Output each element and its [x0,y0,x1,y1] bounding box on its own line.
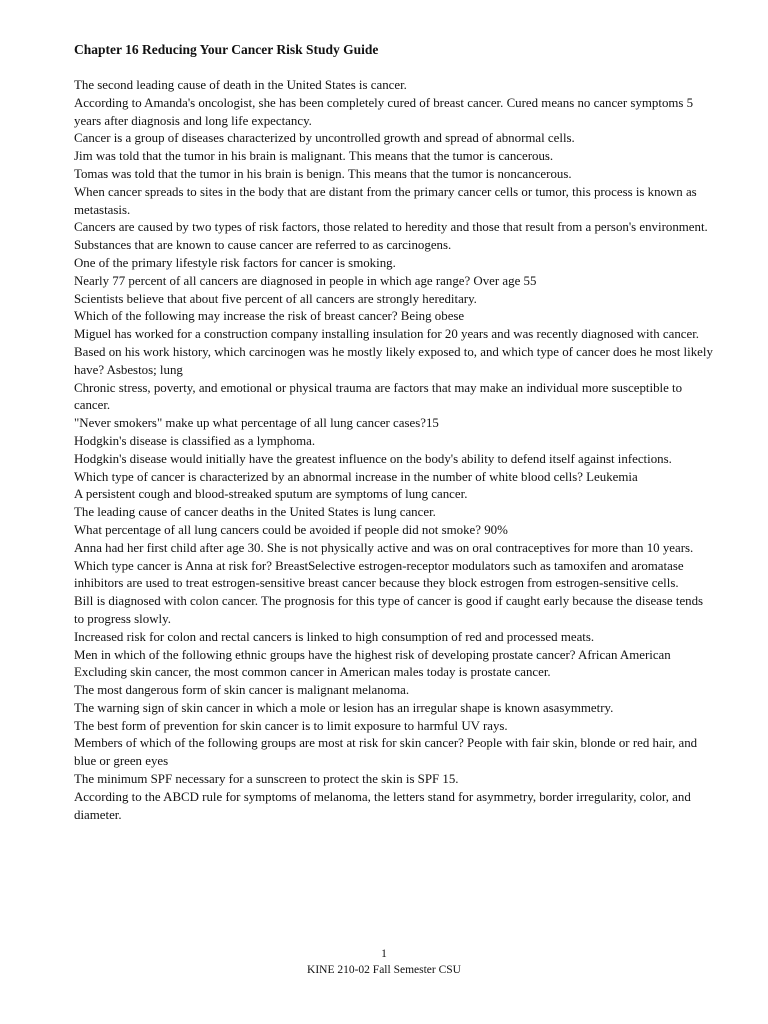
paragraph: Cancer is a group of diseases characterized by uncontrolled growth and spread of abnormal cells. [74,131,575,146]
paragraph: Increased risk for colon and rectal cancers is linked to high consumption of red and processed meats. [74,629,595,644]
paragraph: The most dangerous form of skin cancer is malignant melanoma. [74,683,410,698]
paragraph: The leading cause of cancer deaths in the United States is lung cancer. [74,505,436,520]
paragraph: Cancers are caused by two types of risk factors, those related to heredity and those that result from a person's environment. [74,220,708,235]
paragraph: According to Amanda's oncologist, she has been completely cured of breast cancer. Cured means no cancer symptoms 5 years after diagnosis and long life expectancy. [74,95,694,128]
page-title: Chapter 16 Reducing Your Cancer Risk Study Guide [74,42,379,57]
paragraph: The minimum SPF necessary for a sunscreen to protect the skin is SPF 15. [74,772,459,787]
paragraph: Hodgkin's disease would initially have the greatest influence on the body's ability to defend itself against infections. [74,451,672,466]
paragraph: "Never smokers" make up what percentage of all lung cancer cases?15 [74,416,439,431]
paragraph: Anna had her first child after age 30. She is not physically active and was on oral contraceptives for more than 10 years. Which type cancer is Anna at risk for? BreastSelective estrogen-receptor modulators such as tamoxifen and aromatase inhibitors are used to treat estrogen-sensitive breast cancer because they block estrogen from estrogen-sensitive cells. [74,540,694,591]
paragraph: Chronic stress, poverty, and emotional or physical trauma are factors that may make an individual more susceptible to cancer. [74,380,683,413]
paragraph: Hodgkin's disease is classified as a lymphoma. [74,433,316,448]
paragraph: The second leading cause of death in the United States is cancer. [74,78,407,92]
paragraph: Scientists believe that about five percent of all cancers are strongly hereditary. [74,291,477,306]
paragraph: Which type of cancer is characterized by an abnormal increase in the number of white blood cells? Leukemia [74,469,638,484]
paragraph: What percentage of all lung cancers could be avoided if people did not smoke? 90% [74,522,508,537]
paragraph: The warning sign of skin cancer in which a mole or lesion has an irregular shape is known asasymmetry. [74,700,614,715]
paragraph: Tomas was told that the tumor in his brain is benign. This means that the tumor is noncancerous. [74,166,572,181]
paragraph: When cancer spreads to sites in the body that are distant from the primary cancer cells or tumor, this process is known as metastasis. [74,184,697,217]
paragraph: One of the primary lifestyle risk factors for cancer is smoking. [74,255,396,270]
paragraph: Bill is diagnosed with colon cancer. The prognosis for this type of cancer is good if caught early because the disease tends to progress slowly. [74,594,704,626]
paragraph: Men in which of the following ethnic groups have the highest risk of developing prostate cancer? African American [74,647,671,662]
study-guide-body [74,77,714,824]
page-number: 1 [381,948,387,960]
paragraph: Members of which of the following groups are most at risk for skin cancer? People with fair skin, blonde or red hair, and blue or green eyes [74,736,698,769]
paragraph: Which of the following may increase the risk of breast cancer? Being obese [74,309,465,324]
paragraph: Nearly 77 percent of all cancers are diagnosed in people in which age range? Over age 55 [74,273,537,288]
paragraph: Miguel has worked for a construction company installing insulation for 20 years and was recently diagnosed with cancer. Based on his work history, which carcinogen was he mostly likely exposed to, and which type of cancer does he most likely have? Asbestos; lung [74,327,713,377]
paragraph: The best form of prevention for skin cancer is to limit exposure to harmful UV rays. [74,718,508,733]
paragraph: Excluding skin cancer, the most common cancer in American males today is prostate cancer. [74,665,551,680]
paragraph: Substances that are known to cause cancer are referred to as carcinogens. [74,238,452,253]
paragraph: Jim was told that the tumor in his brain is malignant. This means that the tumor is cancerous. [74,149,554,164]
paragraph: According to the ABCD rule for symptoms of melanoma, the letters stand for asymmetry, border irregularity, color, and diameter. [74,789,691,822]
paragraph: A persistent cough and blood-streaked sputum are symptoms of lung cancer. [74,487,468,502]
course-footer: KINE 210-02 Fall Semester CSU [307,964,461,976]
